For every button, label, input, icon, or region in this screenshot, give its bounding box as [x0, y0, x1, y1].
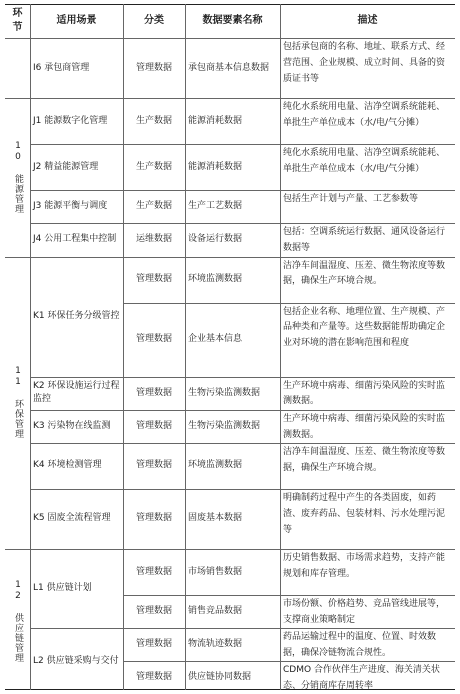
description-cell: 历史销售数据、市场需求趋势，支持产能规划和库存管理。	[283, 553, 446, 579]
scene-cell: K4 环境检测管理	[33, 460, 102, 471]
category-cell: 管理数据	[135, 606, 172, 617]
category-cell: 管理数据	[135, 672, 172, 683]
element-name-cell: 生物污染监测数据	[188, 420, 261, 431]
row-divider	[30, 489, 455, 490]
description-cell: 纯化水系统用电量、洁净空调系统能耗、单批生产单位成本（水/电/气分摊）	[283, 148, 446, 174]
element-name-cell: 企业基本信息	[188, 334, 243, 345]
link-cell: 10 能源管理	[13, 140, 24, 214]
row-divider	[30, 443, 455, 444]
category-cell: 管理数据	[135, 566, 172, 577]
row-divider	[123, 303, 455, 304]
link-divider	[5, 98, 455, 99]
row-divider	[30, 377, 455, 378]
scene-cell: L2 供应链采购与交付	[33, 655, 119, 666]
column-divider	[185, 4, 186, 690]
element-name-cell: 物流轨迹数据	[188, 639, 243, 650]
element-name-cell: 能源消耗数据	[188, 115, 243, 126]
description-cell: 纯化水系统用电量、洁净空调系统能耗、单批生产单位成本（水/电/气分摊）	[283, 102, 446, 128]
header-scene: 适用场景	[56, 14, 97, 26]
category-cell: 生产数据	[135, 161, 172, 172]
scene-cell: J2 精益能源管理	[33, 161, 99, 172]
category-cell: 生产数据	[135, 115, 172, 126]
row-divider	[30, 628, 455, 629]
description-cell: 生产环境中病毒、细菌污染风险的实时监测数据。	[283, 413, 446, 440]
element-name-cell: 生产工艺数据	[188, 201, 243, 212]
element-name-cell: 环境监测数据	[188, 460, 243, 471]
row-divider	[30, 144, 455, 145]
element-name-cell: 固废基本数据	[188, 513, 243, 524]
description-cell: 明确制药过程中产生的各类固废，如药渣、废弃药品、包装材料、污水处理污泥等	[283, 492, 446, 535]
scene-cell: K3 污染物在线监测	[33, 420, 111, 431]
element-name-cell: 能源消耗数据	[188, 161, 243, 172]
category-cell: 管理数据	[135, 420, 172, 431]
element-name-cell: 市场销售数据	[188, 566, 243, 577]
column-divider	[123, 4, 124, 690]
scene-cell: K5 固废全流程管理	[33, 513, 111, 524]
element-name-cell: 设备运行数据	[188, 234, 243, 245]
category-cell: 管理数据	[135, 513, 172, 524]
column-divider	[280, 4, 281, 690]
scene-cell: J4 公用工程集中控制	[33, 234, 117, 245]
link-divider	[5, 549, 455, 550]
description-cell: 包括：空调系统运行数据、通风设备运行数据等	[283, 227, 446, 254]
header-element: 数据要素名称	[202, 14, 263, 26]
description-cell: CDMO 合作伙伴生产进度、海关清关状态、分销商库存周转率	[283, 665, 440, 692]
category-cell: 管理数据	[135, 639, 172, 650]
description-cell: 洁净车间温湿度、压差、微生物浓度等数据，确保生产环境合规。	[283, 260, 446, 287]
element-name-cell: 供应链协同数据	[188, 672, 252, 683]
element-name-cell: 环境监测数据	[188, 274, 243, 285]
element-name-cell: 承包商基本信息数据	[188, 62, 270, 73]
scene-cell: J3 能源平衡与调度	[33, 201, 108, 212]
link-divider	[5, 257, 455, 258]
description-cell: 包括生产计划与产量、工艺参数等	[283, 194, 419, 205]
row-divider	[123, 661, 455, 662]
header-category: 分类	[144, 14, 164, 26]
row-divider	[30, 190, 455, 191]
description-cell: 包括承包商的名称、地址、联系方式、经营范围、企业规模、成立时间、具备的资质证书等	[283, 42, 446, 84]
category-cell: 管理数据	[135, 460, 172, 471]
column-divider	[30, 4, 31, 690]
link-cell: 11 环保管理	[13, 366, 24, 440]
element-name-cell: 销售竞品数据	[188, 606, 243, 617]
category-cell: 运维数据	[135, 234, 172, 245]
link-cell: 12 供应链管理	[13, 580, 24, 664]
description-cell: 洁净车间温湿度、压差、微生物浓度等数据，确保生产环境合规。	[283, 446, 446, 473]
description-cell: 市场份额、价格趋势、竞品管线进展等，支撑商业策略制定	[283, 599, 446, 625]
table-bottom-border	[5, 689, 455, 690]
category-cell: 管理数据	[135, 62, 172, 73]
category-cell: 管理数据	[135, 274, 172, 285]
scene-cell: I6 承包商管理	[33, 62, 90, 73]
description-cell: 药品运输过程中的温度、位置、时效数据，确保冷链物流合规性。	[283, 632, 437, 659]
row-divider	[30, 223, 455, 224]
table-top-border	[5, 4, 455, 5]
scene-cell: K2 环保设施运行过程监控	[33, 381, 120, 405]
data-elements-table	[5, 4, 455, 690]
category-cell: 生产数据	[135, 201, 172, 212]
scene-cell: L1 供应链计划	[33, 583, 92, 594]
header-description: 描述	[357, 14, 378, 26]
link-cell	[5, 38, 30, 98]
row-divider	[30, 410, 455, 411]
description-cell: 生产环境中病毒、细菌污染风险的实时监测数据。	[283, 380, 446, 407]
element-name-cell: 生物污染监测数据	[188, 387, 261, 398]
scene-cell: J1 能源数字化管理	[33, 115, 108, 126]
category-cell: 管理数据	[135, 334, 172, 345]
link-divider	[5, 38, 455, 39]
scene-cell: K1 环保任务分级管控	[33, 311, 120, 322]
header-link: 环节	[12, 7, 23, 33]
category-cell: 管理数据	[135, 387, 172, 398]
row-divider	[123, 595, 455, 596]
description-cell: 包括企业名称、地理位置、生产规模、产品种类和产量等。这些数据能帮助确定企业对环境的潜在影响范围和程度	[283, 306, 446, 349]
